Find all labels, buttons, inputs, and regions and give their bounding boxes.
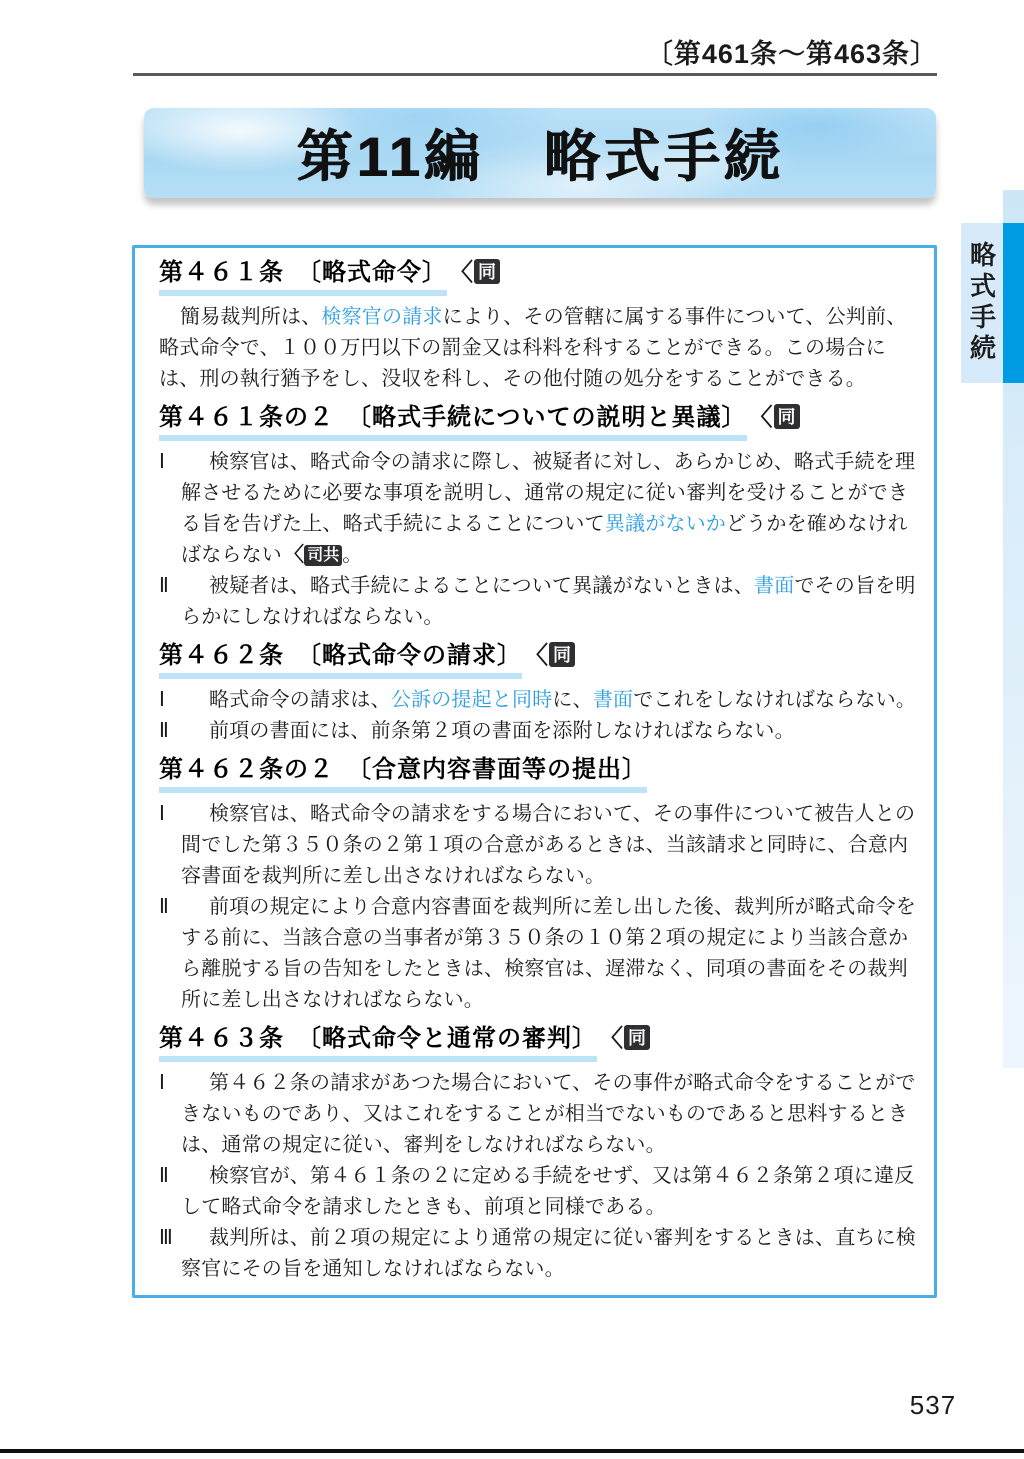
article <box>159 642 920 747</box>
article-item <box>159 892 920 1016</box>
badge-angle-bracket: 〈 <box>449 259 474 286</box>
article-heading <box>159 259 920 296</box>
article-heading <box>159 404 920 441</box>
body-text: 検察官が、第４６１条の２に定める手続をせず、又は第４６２条第２項に違反して略式命令を請求したときも、前項と同様である。 <box>181 1165 915 1218</box>
body-text: 検察官は、略式命令の請求をする場合において、その事件について被告人との間でした第３５０条の２第１項の合意があるときは、当該請求と同時に、合意内容書面を裁判所に差し出さなければならない。 <box>181 803 916 887</box>
badge-angle-bracket: 〈 <box>524 642 549 669</box>
article-item <box>159 716 920 747</box>
article <box>159 1025 920 1285</box>
item-numeral: Ⅲ <box>159 1227 173 1249</box>
body-text: 。 <box>342 544 363 566</box>
section-banner <box>144 108 936 198</box>
badge-box-icon: 同 <box>624 1025 650 1050</box>
item-numeral: Ⅱ <box>159 575 170 597</box>
article-item <box>159 571 920 633</box>
reference-badge <box>282 544 342 566</box>
keyword-highlight: 書面 <box>592 689 634 711</box>
article-item <box>159 1161 920 1223</box>
item-numeral: Ⅰ <box>159 451 166 473</box>
side-tab-label: 略式手続 <box>966 241 997 365</box>
article-heading-text: 第４６１条の２ 〔略式手続についての説明と異議〕 <box>159 404 747 441</box>
bottom-rule <box>0 1449 1024 1453</box>
page-number: 537 <box>909 1390 957 1420</box>
article-heading <box>159 756 920 793</box>
body-text: により、その管轄に属する事件について、公判前、略式命令で、１００万円以下の罰金又は科料を科することができる。この場合には、刑の執行猶予をし、没収を科し、その他付随の処分をすることができる。 <box>159 306 907 390</box>
body-text: 前項の書面には、前条第２項の書面を添附しなければならない。 <box>209 720 795 742</box>
badge-box-icon: 同 <box>549 642 575 667</box>
header-rule <box>133 73 937 76</box>
badge-box-icon: 同 <box>774 404 800 429</box>
keyword-highlight: 異議がないか <box>604 513 727 535</box>
banner-title: 第11編 略式手続 <box>296 125 784 188</box>
item-numeral: Ⅰ <box>159 689 166 711</box>
reference-badge <box>747 404 800 431</box>
article-item <box>159 799 920 892</box>
badge-angle-bracket: 〈 <box>284 544 305 566</box>
body-text: 略式命令の請求は、 <box>209 689 391 711</box>
article-heading-text: 第４６２条の２ 〔合意内容書面等の提出〕 <box>159 756 647 793</box>
item-numeral: Ⅰ <box>159 803 166 825</box>
body-text: でその旨を明らかにしなければならない。 <box>181 575 916 628</box>
body-text: 検察官は、略式命令の請求に際し、被疑者に対し、あらかじめ、略式手続を理解させるために必要な事項を説明し、通常の規定に従い審判を受けることができる旨を告げた上、略式手続によることについて <box>181 451 916 535</box>
badge-angle-bracket: 〈 <box>599 1025 624 1052</box>
item-numeral: Ⅱ <box>159 896 170 918</box>
body-text: でこれをしなければならない。 <box>633 689 917 711</box>
keyword-highlight: 公訴の提起と同時 <box>390 689 553 711</box>
body-text: 第４６２条の請求があつた場合において、その事件が略式命令をすることができないものであり、又はこれをすることが相当でないものであると思料するときは、通常の規定に従い、審判をしなければならない。 <box>181 1072 916 1156</box>
body-text: 裁判所は、前２項の規定により通常の規定に従い審判をするときは、直ちに検察官にその旨を通知しなければならない。 <box>181 1227 916 1280</box>
reference-badge <box>522 642 575 669</box>
article-item <box>159 447 920 571</box>
side-tab-summary-procedure <box>961 223 1003 383</box>
body-text: 被疑者は、略式手続によることについて異議がないときは、 <box>209 575 754 597</box>
article-heading-text: 第４６１条 〔略式命令〕 <box>159 259 447 296</box>
law-text-box <box>132 245 937 1298</box>
article-item <box>159 1068 920 1161</box>
item-numeral: Ⅱ <box>159 720 170 742</box>
keyword-highlight: 検察官の請求 <box>321 306 443 328</box>
item-numeral: Ⅰ <box>159 1072 166 1094</box>
right-edge-accent <box>1003 223 1024 383</box>
article-item <box>159 685 920 716</box>
article-list <box>159 259 920 1285</box>
badge-angle-bracket: 〈 <box>748 404 774 431</box>
article-item <box>159 302 920 395</box>
body-text: 前項の規定により合意内容書面を裁判所に差し出した後、裁判所が略式命令をする前に、当該合意の当事者が第３５０条の１０第２項の規定により当該合意から離脱する旨の告知をしたときは、検察官は、遅滞なく、同項の書面をその裁判所に差し出さなければならない。 <box>181 896 916 1011</box>
reference-badge <box>447 259 500 286</box>
article-item <box>159 1223 920 1285</box>
article-heading <box>159 642 920 679</box>
item-numeral: Ⅱ <box>159 1165 170 1187</box>
keyword-highlight: 書面 <box>754 575 795 597</box>
article <box>159 259 920 395</box>
badge-box-icon: 司共 <box>304 545 342 566</box>
body-text: 簡易裁判所は、 <box>180 306 322 328</box>
body-text: どうかを確めなければならない <box>181 513 908 566</box>
article <box>159 404 920 633</box>
body-text: に、 <box>552 689 593 711</box>
page-header-range: 〔第461条～第463条〕 <box>645 39 938 69</box>
article-heading-text: 第４６２条 〔略式命令の請求〕 <box>159 642 522 679</box>
article <box>159 756 920 1016</box>
article-heading-text: 第４６３条 〔略式命令と通常の審判〕 <box>159 1025 597 1062</box>
article-heading <box>159 1025 920 1062</box>
badge-box-icon: 同 <box>474 259 500 284</box>
reference-badge <box>597 1025 650 1052</box>
